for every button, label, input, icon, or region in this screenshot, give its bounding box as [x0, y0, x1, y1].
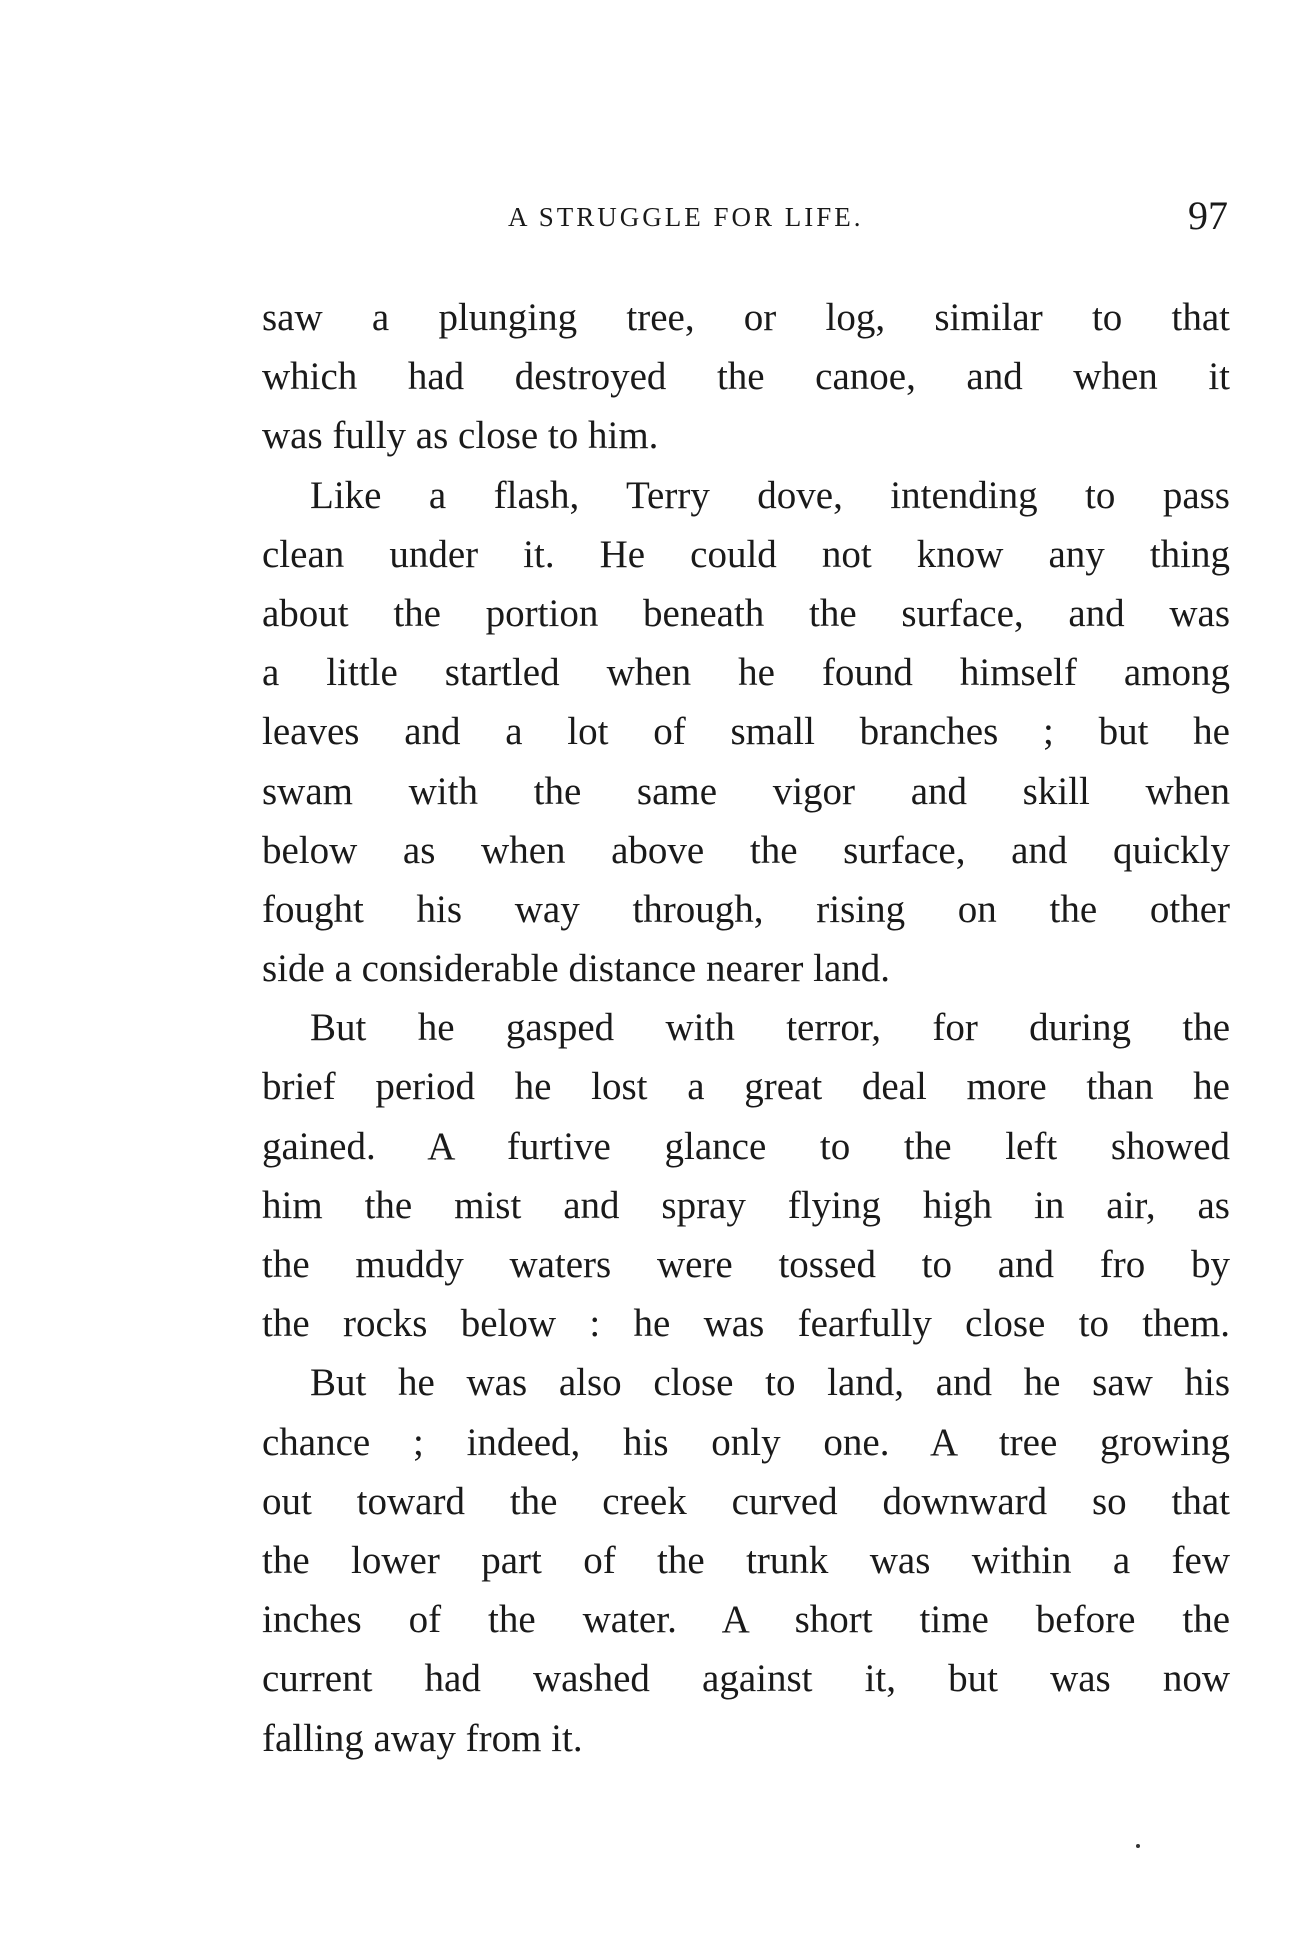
ink-speck: [1136, 1844, 1140, 1848]
running-head: [268, 192, 1228, 242]
text-line: gained. A furtive glance to the left showed: [262, 1124, 1230, 1168]
text-line: Like a flash, Terry dove, intending to pass: [310, 473, 1230, 517]
text-line: current had washed against it, but was now: [262, 1657, 1230, 1701]
text-line: But he gasped with terror, for during the: [310, 1006, 1230, 1050]
text-line: clean under it. He could not know any thing: [262, 532, 1230, 576]
text-line: a little startled when he found himself among: [262, 651, 1230, 695]
paragraph: [262, 466, 1230, 999]
text-line: saw a plunging tree, or log, similar to that: [262, 296, 1230, 339]
text-line: about the portion beneath the surface, and was: [262, 591, 1230, 635]
text-line: the muddy waters were tossed to and fro by: [262, 1243, 1230, 1286]
text-line: which had destroyed the canoe, and when it: [262, 355, 1230, 399]
text-line: below as when above the surface, and quickly: [262, 828, 1230, 872]
text-line: the lower part of the trunk was within a few: [262, 1538, 1230, 1582]
page-number: 97: [1188, 193, 1228, 238]
text-line: chance ; indeed, his only one. A tree growing: [262, 1420, 1230, 1464]
text-line: him the mist and spray flying high in air, as: [262, 1183, 1230, 1227]
text-line: fought his way through, rising on the other: [262, 887, 1230, 931]
text-line: leaves and a lot of small branches ; but he: [262, 710, 1230, 754]
paragraph: [262, 998, 1230, 1353]
text-line: was fully as close to him.: [262, 414, 659, 458]
text-line: swam with the same vigor and skill when: [262, 769, 1230, 813]
paragraph: [262, 288, 1230, 466]
text-line: brief period he lost a great deal more than he: [262, 1065, 1230, 1109]
text-line: inches of the water. A short time before the: [262, 1598, 1230, 1642]
text-line: But he was also close to land, and he saw his: [310, 1361, 1230, 1405]
text-line: the rocks below : he was fearfully close to them.: [262, 1302, 1230, 1346]
body-text: [262, 288, 1230, 1768]
text-line: side a considerable distance nearer land.: [262, 947, 891, 991]
text-line: out toward the creek curved downward so that: [262, 1479, 1230, 1523]
running-title: A STRUGGLE FOR LIFE.: [508, 202, 864, 232]
paragraph: [262, 1353, 1230, 1767]
text-line: falling away from it.: [262, 1716, 583, 1760]
